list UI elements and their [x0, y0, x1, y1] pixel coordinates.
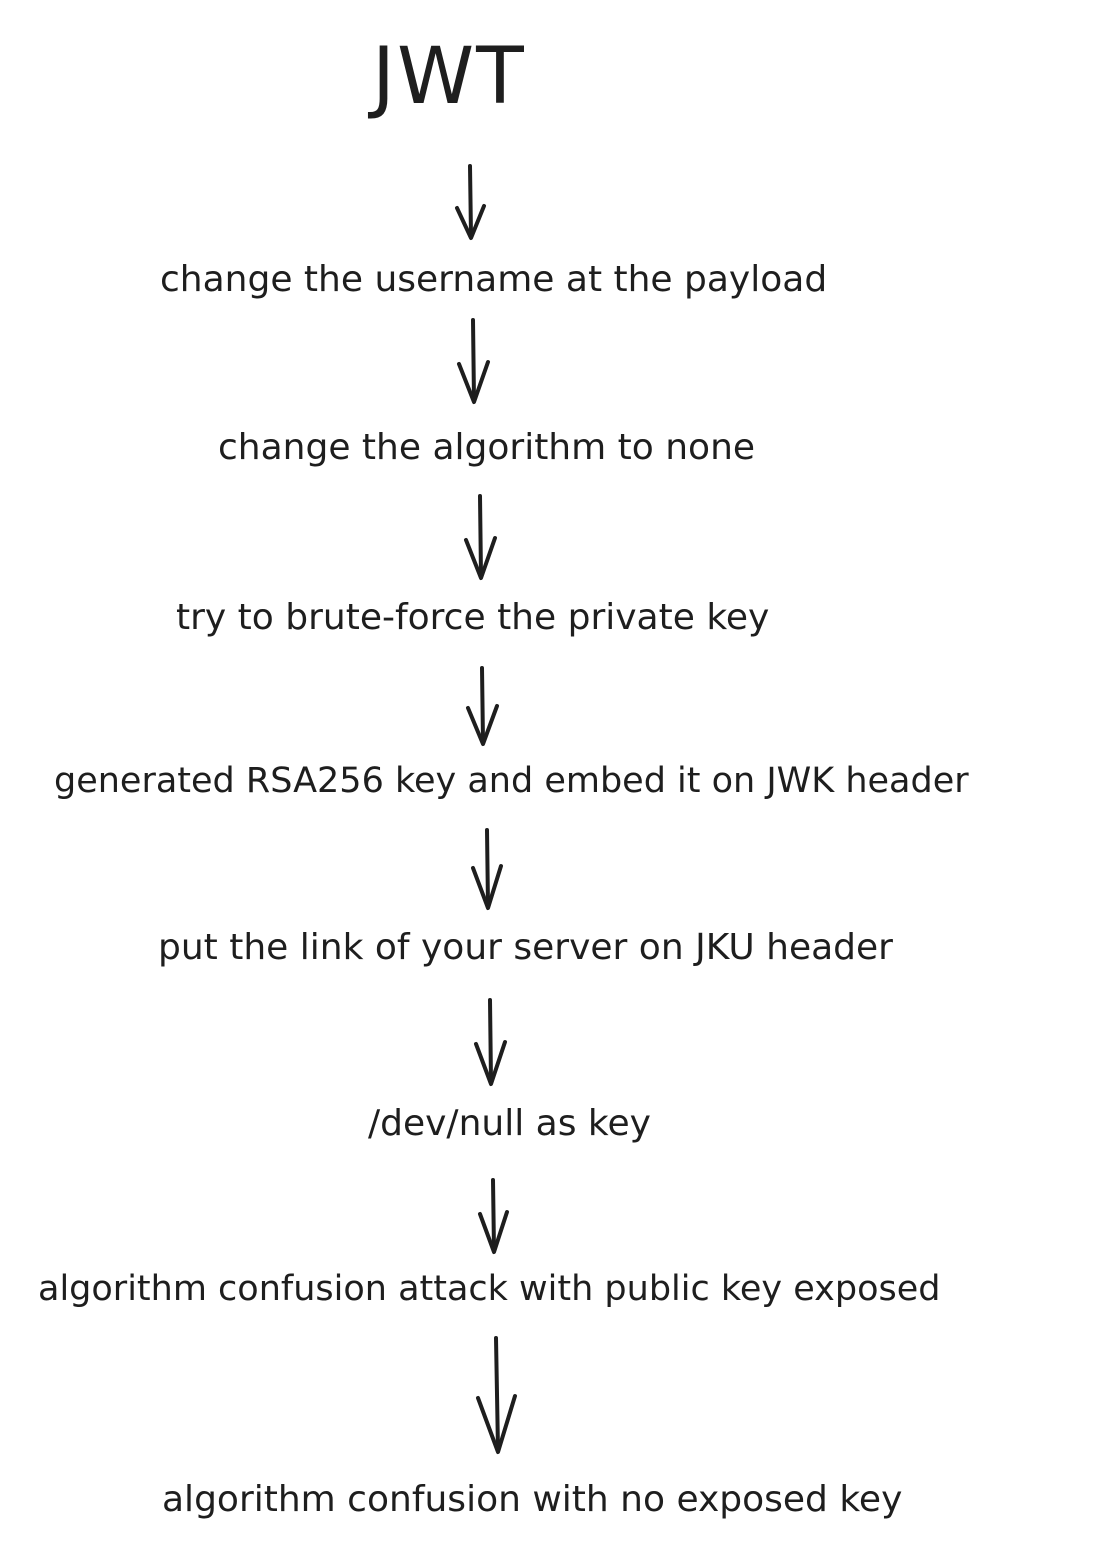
step-5-label: put the link of your server on JKU header	[158, 927, 893, 968]
arrow-step-7-to-step-8	[478, 1338, 515, 1452]
arrow-title-to-step-1	[457, 166, 484, 238]
step-3-label: try to brute-force the private key	[176, 597, 770, 638]
arrow-step-2-to-step-3	[466, 496, 495, 578]
arrow-step-4-to-step-5	[473, 830, 501, 908]
step-1-label: change the username at the payload	[160, 259, 828, 300]
step-8-label: algorithm confusion with no exposed key	[162, 1479, 903, 1520]
step-7-label: algorithm confusion attack with public key exposed	[38, 1269, 941, 1309]
arrow-step-1-to-step-2	[459, 320, 488, 402]
title-text: JWT	[372, 32, 526, 122]
step-6-label: /dev/null as key	[368, 1103, 651, 1144]
step-4-label: generated RSA256 key and embed it on JWK header	[54, 761, 969, 801]
arrow-step-5-to-step-6	[476, 1000, 505, 1084]
step-2-label: change the algorithm to none	[218, 427, 756, 468]
arrow-step-3-to-step-4	[468, 668, 497, 744]
arrow-step-6-to-step-7	[480, 1180, 507, 1252]
